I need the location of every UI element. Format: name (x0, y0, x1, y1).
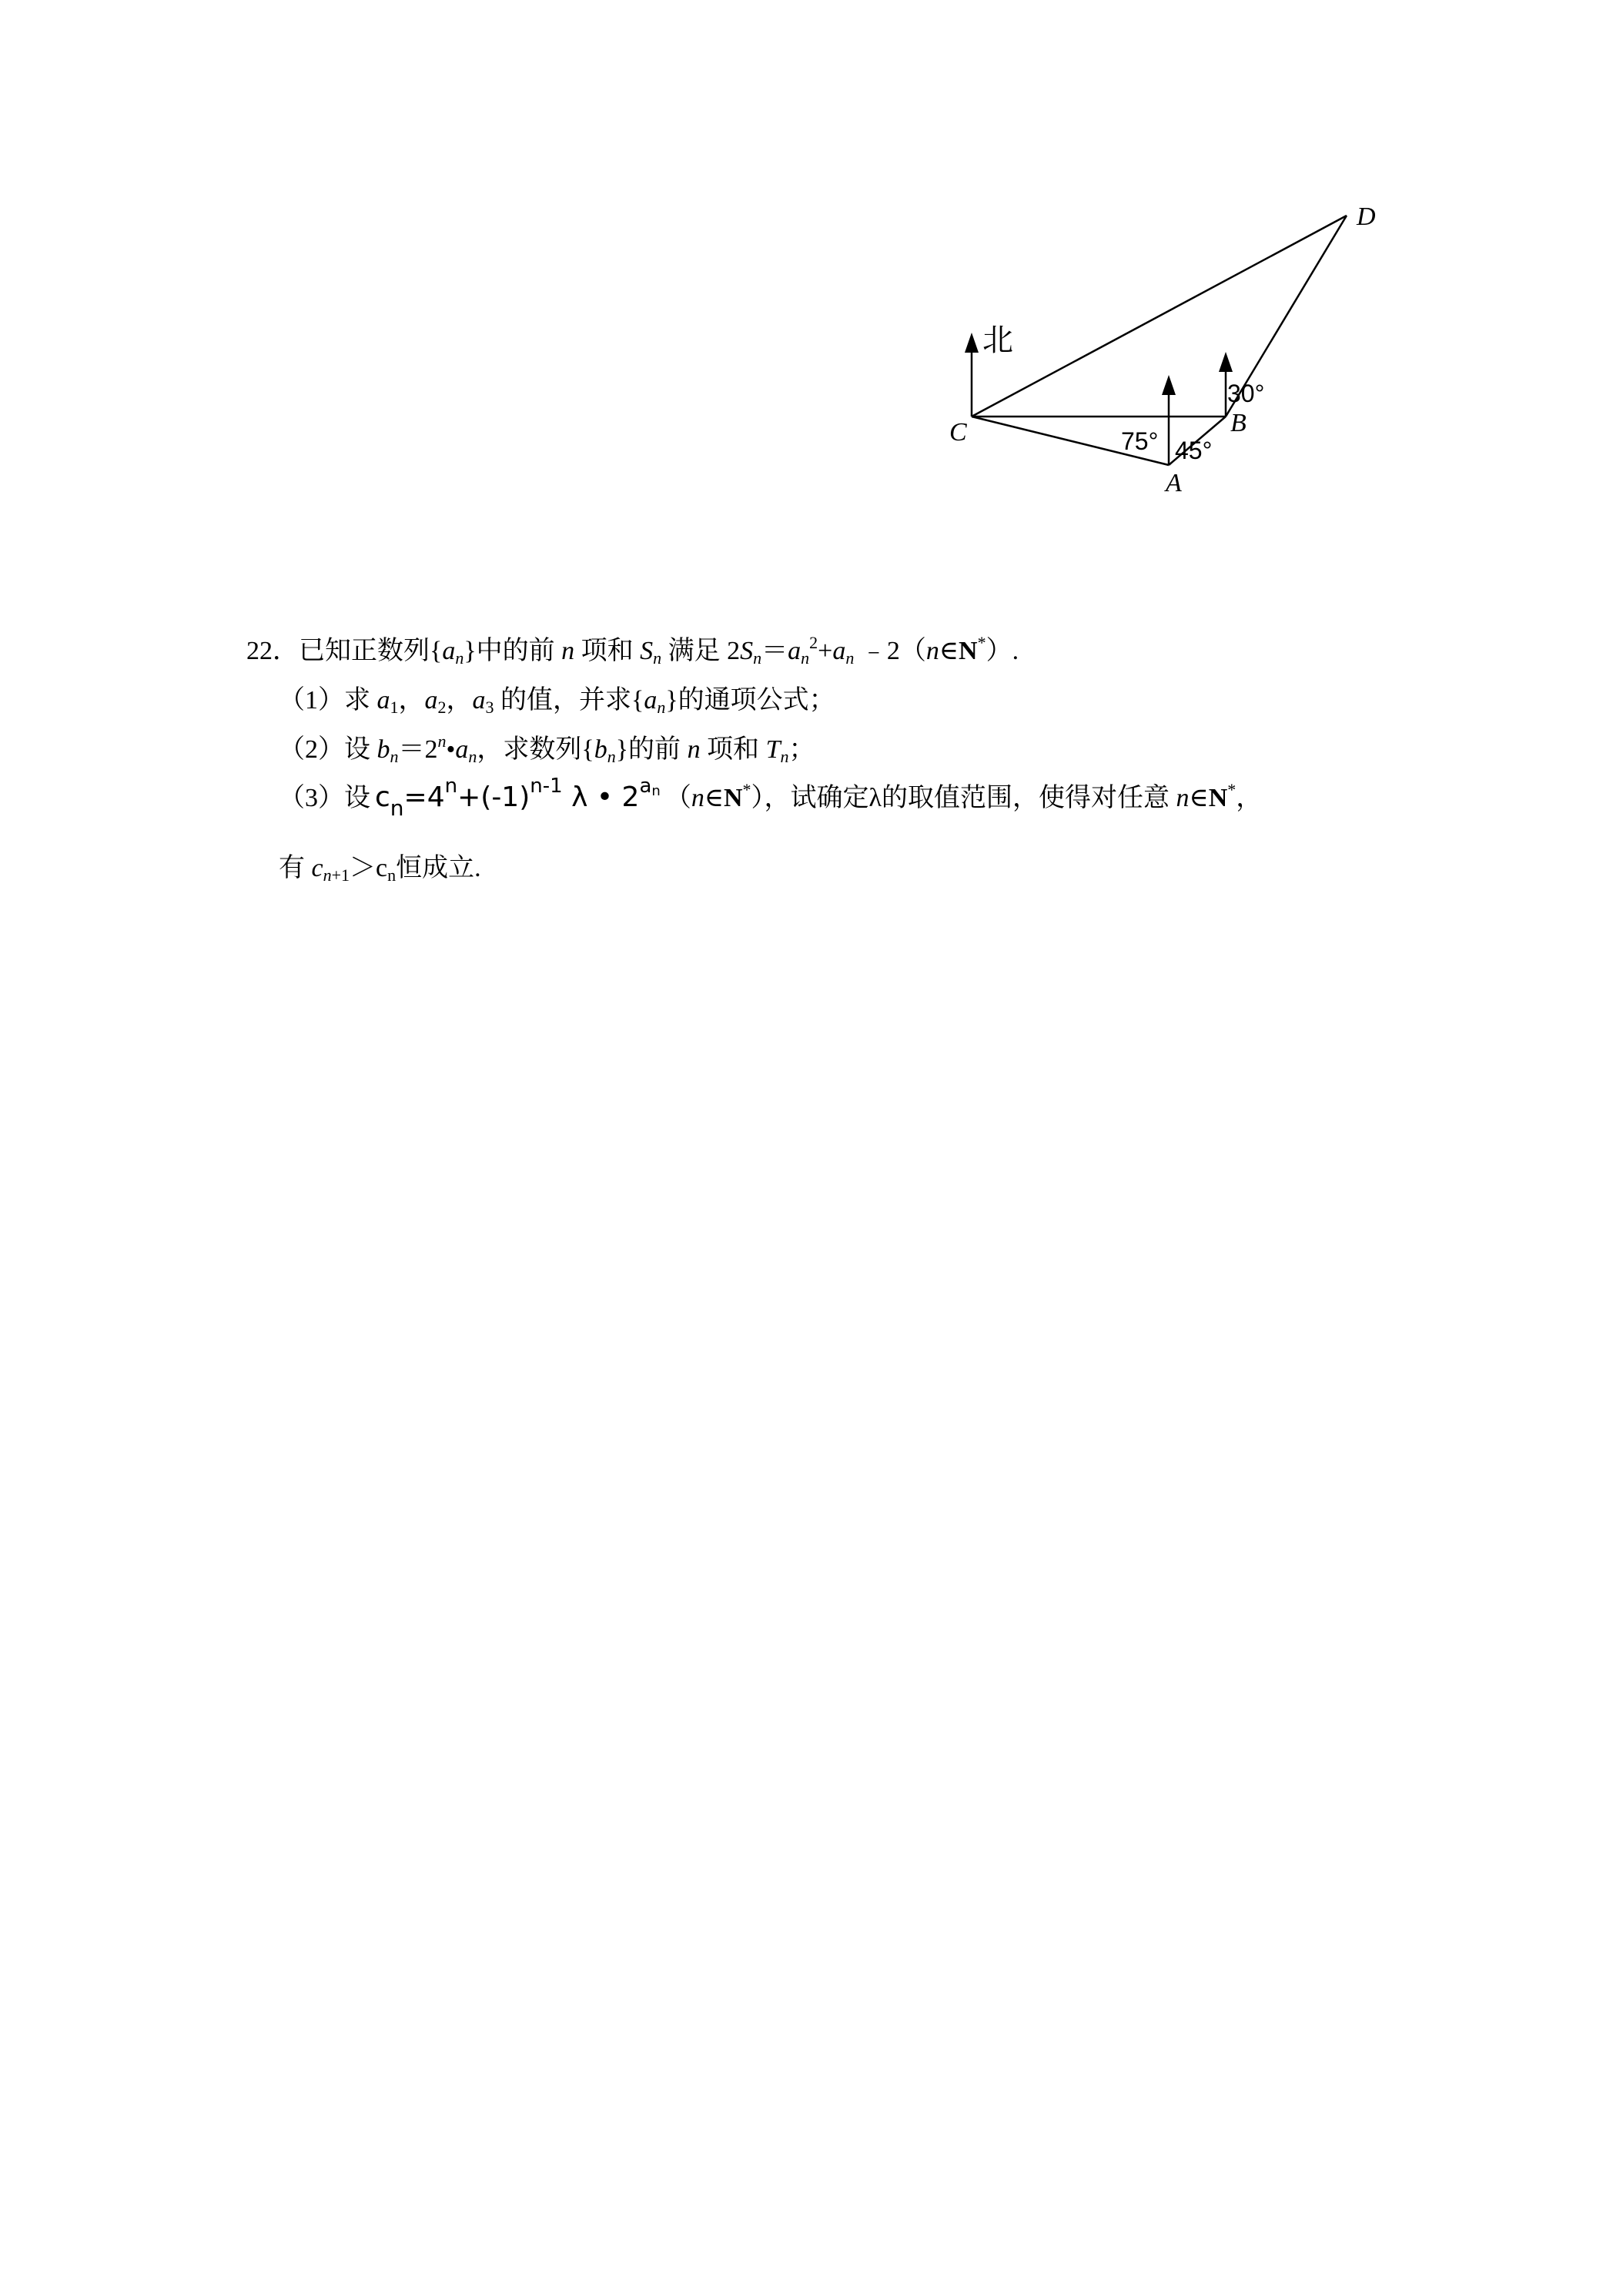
arrow-head-icon (1219, 352, 1233, 372)
angle-label-30: 30° (1227, 380, 1265, 407)
problem-stem: 22．已知正数列$\{a_n\}$中的前 n 项和 $S_n$ 满足 $2S_n=a_n^2+a_n$ ﹣2（n∈N*）. (246, 633, 1019, 668)
arrow-head-icon (965, 333, 979, 353)
point-label-b: B (1230, 409, 1247, 437)
navigation-figure (0, 0, 1623, 539)
line-cd (972, 216, 1347, 417)
formula-cn: $c_n=4^n+(-1)^{n-1}$ λ • $2^{a_n}$ (375, 775, 661, 821)
point-label-d: D (1357, 202, 1376, 231)
point-label-c: C (949, 418, 967, 447)
problem-part-2: （2）设 $b_n=2^n•a_n$，求数列$\{b_n\}$的前 n 项和 $T_n$； (279, 731, 815, 766)
triangle-diagram (0, 0, 1623, 539)
problem-part-3: （3）设 $c_n=4^n+(-1)^{n-1}$ λ • $2^{a_n}$ （n∈N*），试确定λ的取值范围，使得对任意 n∈N*， (279, 775, 1263, 821)
point-label-a: A (1166, 469, 1182, 497)
north-label: 北 (982, 323, 1013, 358)
problem-part-3-cont: 有 $c_{n+1}>c_n$恒成立. (279, 854, 481, 885)
problem-part-1: （1）求 $a_1$，$a_2$，$a_3$ 的值，并求$\{a_n\}$的通项公式； (279, 686, 835, 717)
angle-label-45: 45° (1175, 437, 1213, 464)
arrow-head-icon (1162, 375, 1176, 395)
angle-label-75: 75° (1121, 427, 1159, 455)
